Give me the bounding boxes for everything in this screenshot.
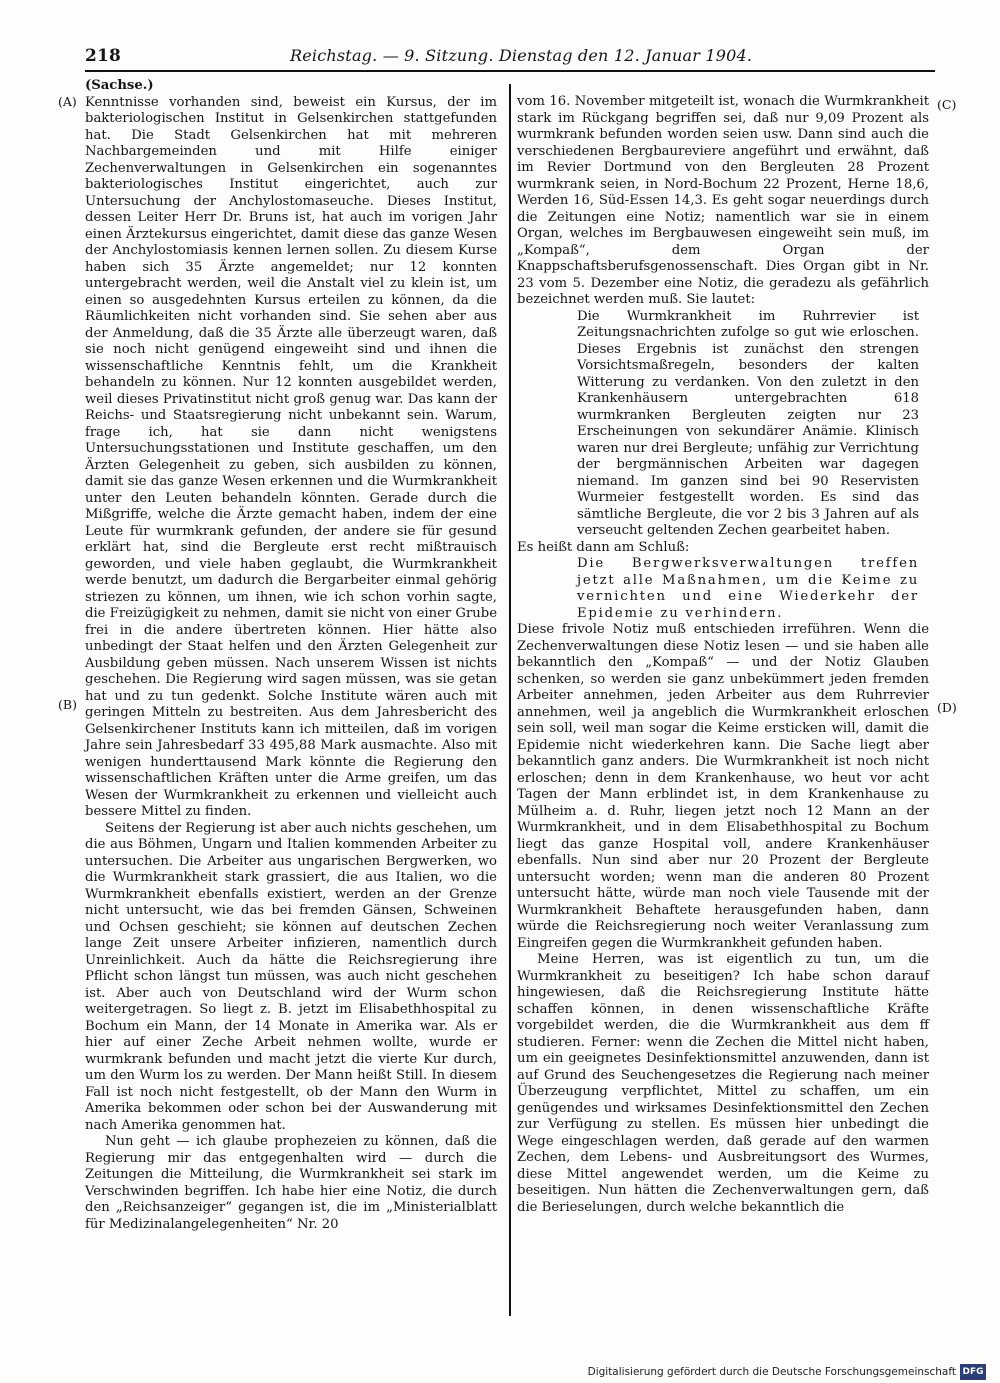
left-column [85,78,497,1233]
dfg-logo: DFG [960,1364,986,1380]
paragraph: Kenntnisse vorhanden sind, beweist ein Kursus, der im bakteriologischen Institut in Gelsenkirchen stattgefunden hat. Die Stadt Gelsenkirchen hat mit mehreren Nachbargemeinden und mit Hilfe einiger Zechenverwaltungen in Gelsenkirchen ein sogenanntes bakteriologisches Institut eingerichtet, auch zur Untersuchung der Anchylostomaseuche. Dieses Institut, dessen Leiter Herr Dr. Bruns ist, hat auch im vorigen Jahr einen Ärztekursus eingerichtet, damit diese das ganze Wesen der Anchylostomiasis kennen lernen sollen. Zu diesem Kurse haben sich 35 Ärzte angemeldet; nur 12 konnten untergebracht werden, weil die Anstalt viel zu klein ist, um einen so ausgedehnten Kursus erteilen zu können, da die Räumlichkeiten nicht vorhanden sind. Sie sehen aber aus der Anmeldung, daß die 35 Ärzte alle überzeugt waren, daß sie noch nicht genügend eingeweiht sind und ihnen die wissenschaftliche Kenntnis fehlt, um die Krankheit behandeln zu können. Nur 12 konnten ausgebildet werden, weil dieses Privatinstitut nicht groß genug war. Das kann der Reichs- und Staatsregierung nicht unbekannt sein. Warum, frage ich, hat sie dann nicht wenigstens Untersuchungsstationen und Institute geschaffen, um den Ärzten Gelegenheit zu geben, sich ausbilden zu können, damit sie das ganze Wesen erkennen und die Wurmkrankheit unter den Leuten behandeln könnten. Gerade durch die Mißgriffe, welche die Ärzte gemacht haben, indem der eine Leute für wurmkrank gefunden, der andere sie für gesund erklärt hat, sind die Bergleute erst recht mißtrauisch geworden, und viele haben geglaubt, die Wurmkrankheit werde benutzt, um dadurch die Bergarbeiter einmal gehörig striezen zu können, um ihnen, wie ich schon vorhin sagte, die Freizügigkeit zu nehmen, damit sie nicht von einer Grube frei in die andere übertreten können. Hier hätte also unbedingt der Staat helfen und den Ärzten Gelegenheit zur Ausbildung geben müssen. Nach unserem Wissen ist nichts geschehen. Die Regierung wird sagen müssen, was sie getan hat und zu tun gedenkt. Solche Institute wären auch mit geringen Mitteln zu bestreiten. Aus dem Jahresbericht des Gelsenkirchener Instituts kann ich mitteilen, daß im vorigen Jahre sein Jahresbedarf 33 495,88 Mark ausmachte. Also mit wenigen hunderttausend Mark könnte die Regierung den wissenschaftlichen Kräften unter die Arme greifen, um das Wesen der Wurmkrankheit zu erkennen und vielleicht auch bessere Mittel zu finden. [85,94,497,819]
margin-letter-b: (B) [58,697,77,712]
quotation: Die Wurmkrankheit im Ruhrrevier ist Zeitungsnachrichten zufolge so gut wie erloschen. Dieses Ergebnis ist zunächst den strengen Vorsichtsmaßregeln, besonders der kalten Witterung zu verdanken. Von den zuletzt in den Krankenhäusern untergebrachten 618 wurmkranken Bergleuten zeigten nur 23 Erscheinungen von sekundärer Anämie. Klinisch waren nur drei Bergleute; unfähig zur Verrichtung der bergmännischen Arbeiten war dagegen niemand. Im ganzen sind bei 90 Reservisten Wurmeier festgestellt worden. Es sind das sämtliche Bergleute, die vor 2 bis 3 Jahren auf als verseucht geltenden Zechen gearbeitet haben. [577,308,919,538]
margin-letter-d: (D) [937,700,957,715]
header-rule [85,70,935,72]
quotation: Die Bergwerksverwaltungen treffen jetzt alle Maßnahmen, um die Keime zu vernichten und eine Wiederkehr der Epidemie zu verhindern. [577,556,919,621]
paragraph: vom 16. November mitgeteilt ist, wonach die Wurmkrankheit stark im Rückgang begriffen sei, daß nur 9,09 Prozent als wurmkrank befunden worden seien usw. Dann sind auch die verschiedenen Bergbaureviere angeführt und erwähnt, daß im Revier Dortmund von den Bergleuten 28 Prozent wurmkrank seien, in Nord-Bochum 22 Prozent, Herne 18,6, Werden 16, Süd-Essen 14,3. Es geht sogar neuerdings durch die Zeitungen eine Notiz; namentlich war sie in einem Organ, welches im Bergbauwesen eingeweiht sein muß, im „Kompaß“, dem Organ der Knappschaftsberufsgenossenschaft. Dies Organ gibt in Nr. 23 vom 5. Dezember eine Notiz, die geradezu als gefährlich bezeichnet werden muß. Sie lautet: [517,94,929,307]
speaker-name: (Sachse.) [85,78,154,93]
paragraph: Seitens der Regierung ist aber auch nichts geschehen, um die aus Böhmen, Ungarn und Italien kommenden Arbeiter zu untersuchen. Die Arbeiter aus ungarischen Bergwerken, wo die Wurmkrankheit stark grassiert, die aus Italien, wo die Wurmkrankheit ebenfalls existiert, werden an der Grenze nicht untersucht, wie das bei fremden Gänsen, Schweinen und Ochsen geschieht; sie können auf deutschen Zechen lange Zeit unsere Arbeiter infizieren, namentlich durch Unreinlichkeit. Auch da hätte die Reichsregierung ihre Pflicht schon längst tun müssen, was auch nicht geschehen ist. Aber auch von Deutschland wird der Wurm schon weitergetragen. So liegt z. B. jetzt im Elisabethhospital zu Bochum ein Mann, der 14 Monate in Amerika war. Als er hier auf einer Zeche Arbeit nehmen wollte, wurde er wurmkrank befunden und macht jetzt die vierte Kur durch, um den Wurm los zu werden. Der Mann heißt Still. In diesem Fall ist noch nicht festgestellt, ob der Mann den Wurm in Amerika bekommen oder schon bei der Auswanderung mit nach Amerika genommen hat. [85,820,497,1133]
digitization-footer [560,1366,990,1380]
page-header [85,40,950,68]
paragraph: Diese frivole Notiz muß entschieden irreführen. Wenn die Zechenverwaltungen diese Notiz lesen — und sie haben alle bekanntlich den „Kompaß“ — und der Notiz Glauben schenken, so werden sie ganz unbekümmert jeden fremden Arbeiter annehmen, jeden Arbeiter aus dem Ruhrrevier annehmen, weil ja angeblich die Wurmkrankheit erloschen sein soll, weil man sogar die Keime ersticken will, damit die Epidemie nicht wiederkehren kann. Die Sache liegt aber bekanntlich ganz anders. Die Wurmkrankheit ist noch nicht erloschen; denn in dem Krankenhause, wo heut vor acht Tagen der Mann erblindet ist, in dem Krankenhause zu Mülheim a. d. Ruhr, liegen jetzt noch 12 Mann an der Wurmkrankheit, und in dem Elisabethhospital zu Bochum liegt das ganze Hospital voll, andere Krankenhäuser ebenfalls. Nun sind aber nur 20 Prozent der Bergleute untersucht worden; wenn man die anderen 80 Prozent untersucht hätte, würde man noch viele Tausende mit der Wurmkrankheit Behaftete herausgefunden haben, dann würde die Reichsregierung noch weiter Veranlassung zum Eingreifen gegen die Wurmkrankheit gefunden haben. [517,622,929,951]
margin-letter-c: (C) [937,97,957,112]
margin-letter-a: (A) [58,94,77,109]
column-divider [509,84,511,1316]
footer-credit: Digitalisierung gefördert durch die Deutsche Forschungsgemeinschaft [587,1366,956,1378]
paragraph: Nun geht — ich glaube prophezeien zu können, daß die Regierung mir das entgegenhalten wird — durch die Zeitungen die Mitteilung, die Wurmkrankheit sei stark im Verschwinden begriffen. Ich habe hier eine Notiz, die durch den „Reichsanzeiger“ gegangen ist, die im „Ministerialblatt für Medizinalangelegenheiten“ Nr. 20 [85,1134,497,1232]
right-column [517,94,929,1216]
running-title: Reichstag. — 9. Sitzung. Dienstag den 12. Januar 1904. [290,46,753,65]
paragraph: Meine Herren, was ist eigentlich zu tun, um die Wurmkrankheit zu beseitigen? Ich habe schon darauf hingewiesen, daß die Reichsregierung Institute hätte schaffen können, in denen wissenschaftliche Kräfte vorgebildet werden, die die Wurmkrankheit aus dem ff studieren. Ferner: wenn die Zechen die Mittel nicht haben, um ein geeignetes Desinfektionsmittel anzuwenden, dann ist auf Grund des Seuchengesetzes die Regierung nach meiner Überzeugung verpflichtet, Mittel zu schaffen, um ein genügendes und wirksames Desinfektionsmittel den Zechen zur Verfügung zu stellen. Es müssen hier unbedingt die Wege eingeschlagen werden, daß gerade auf den warmen Zechen, dem Lebens- und Ausbreitungsort des Wurmes, diese Mittel angewendet werden, um die Keime zu beseitigen. Nun hätten die Zechenverwaltungen gern, daß die Berieselungen, durch welche bekanntlich die [517,952,929,1215]
paragraph: Es heißt dann am Schluß: [517,539,690,555]
page-number: 218 [85,46,122,66]
